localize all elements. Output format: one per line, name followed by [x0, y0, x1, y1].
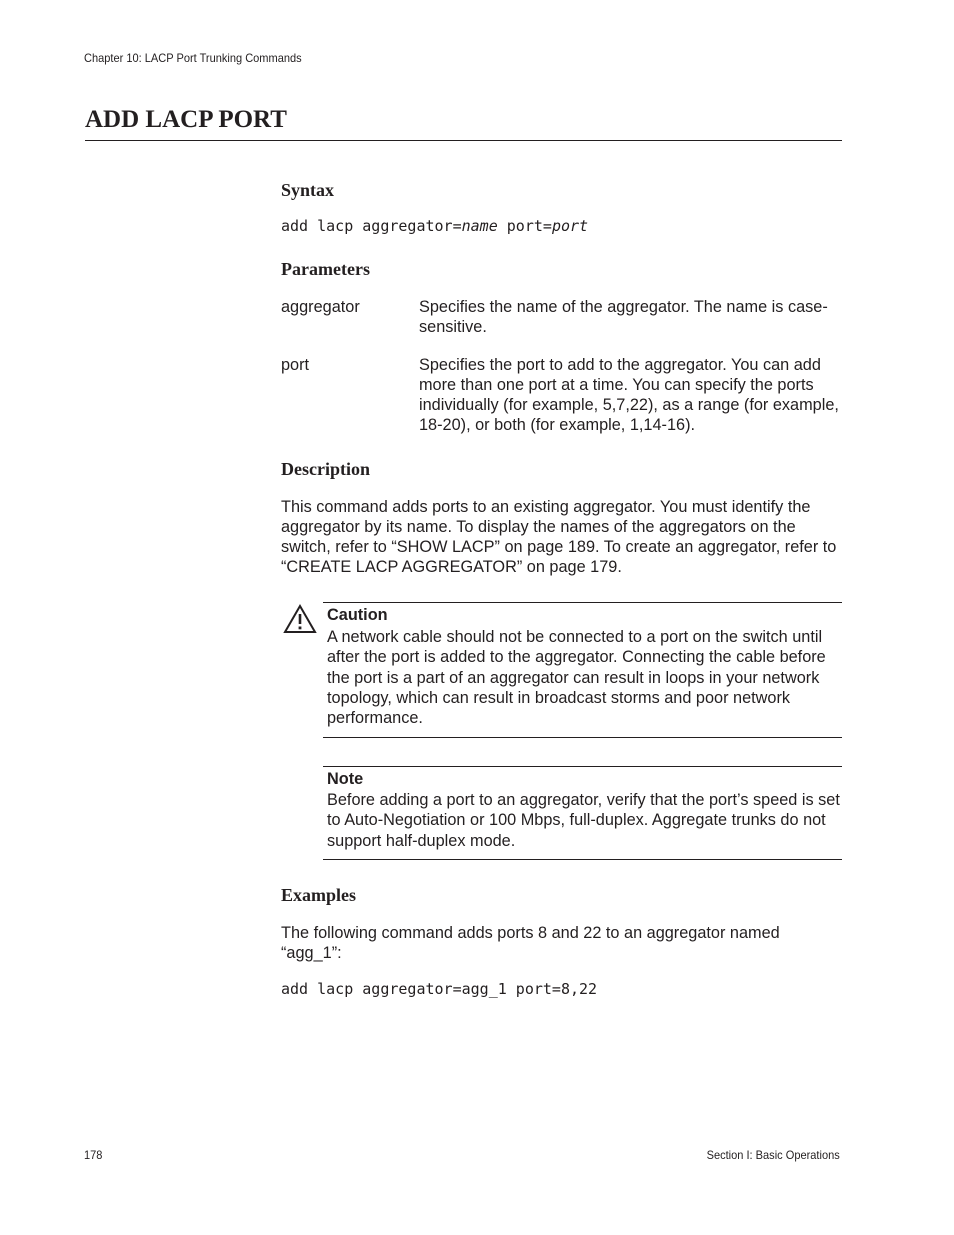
examples-text: The following command adds ports 8 and 22 to an aggregator named “agg_1”: [281, 924, 780, 962]
param-name-aggregator: aggregator [281, 298, 360, 316]
syntax-command-prefix: add lacp aggregator= [281, 217, 462, 235]
note-title: Note [327, 770, 364, 788]
syntax-heading: Syntax [281, 180, 335, 200]
example-command: add lacp aggregator=agg_1 port=8,22 [281, 980, 598, 998]
note-top-rule [323, 766, 842, 767]
note-box [323, 766, 842, 860]
syntax-command [281, 217, 588, 235]
syntax-arg-port: port [551, 217, 589, 235]
syntax-arg-name: name [461, 217, 498, 235]
examples-heading: Examples [281, 885, 357, 905]
syntax-command-mid: port= [497, 217, 552, 235]
section-footer: Section I: Basic Operations [706, 1148, 840, 1162]
description-heading: Description [281, 459, 370, 479]
caution-bottom-rule [323, 737, 842, 738]
note-text: Before adding a port to an aggregator, verify that the port’s speed is set to Auto-Negotiation or 100 Mbps, full-duplex. Aggregate trunks do not support half-duplex mode. [327, 791, 840, 850]
parameters-heading: Parameters [281, 259, 370, 279]
caution-text: A network cable should not be connected to a port on the switch until after the port is added to the aggregator. Connecting the cable before the port is a part of an aggregator can result in loops in your network topology, which can result in broadcast storms and poor network performance. [327, 628, 826, 728]
note-bottom-rule [323, 859, 842, 860]
running-header: Chapter 10: LACP Port Trunking Commands [84, 51, 302, 65]
param-desc-port: Specifies the port to add to the aggregator. You can add more than one port at a time. You can specify the ports individually (for example, 5,7,22), as a range (for example, 18-20), or both (for example, 1,14-16). [419, 356, 839, 434]
description-text: This command adds ports to an existing aggregator. You must identify the aggregator by its name. To display the names of the aggregators on the switch, refer to “SHOW LACP” on page 189. To create an aggregator, refer to “CREATE LACP AGGREGATOR” on page 179. [281, 498, 837, 576]
page-title: ADD LACP PORT [85, 106, 287, 133]
caution-top-rule [323, 602, 842, 603]
title-divider [85, 140, 842, 141]
caution-box [323, 602, 842, 738]
param-name-port: port [281, 356, 310, 374]
param-desc-aggregator: Specifies the name of the aggregator. The name is case-sensitive. [419, 298, 828, 336]
caution-title: Caution [327, 606, 388, 624]
page-number: 178 [84, 1148, 103, 1162]
warning-icon [283, 604, 317, 634]
